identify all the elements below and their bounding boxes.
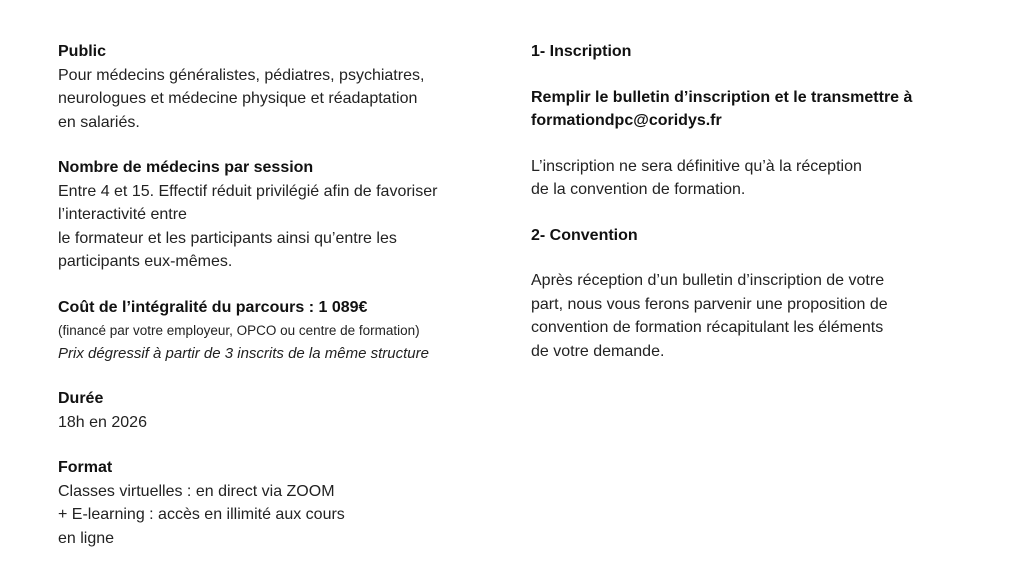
public-heading: Public: [58, 43, 107, 60]
format-text-line: en ligne: [58, 529, 115, 547]
inscription-note-line: de la convention de formation.: [531, 181, 746, 198]
format-text-line: + E-learning : accès en illimité aux cours: [58, 506, 345, 523]
convention-heading: 2- Convention: [531, 226, 638, 244]
cost-heading: Coût de l’intégralité du parcours : 1 089€: [58, 298, 368, 316]
public-text-line: en salariés.: [58, 113, 140, 131]
convention-text-line: Après réception d’un bulletin d’inscription de votre: [531, 272, 885, 289]
doctors-per-session-heading: Nombre de médecins par session: [58, 159, 314, 176]
inscription-note-line: L’inscription ne sera définitive qu’à la réception: [531, 157, 862, 175]
public-text-line: Pour médecins généralistes, pédiatres, psychiatres,: [58, 66, 425, 84]
doctors-per-session-text-line: l’interactivité entre: [58, 206, 187, 223]
public-section: [58, 40, 508, 134]
inscription-heading: 1- Inscription: [531, 43, 632, 60]
convention-text-line: de votre demande.: [531, 342, 665, 360]
format-section: [58, 456, 508, 550]
section-spacer: [531, 202, 971, 224]
section-spacer: [531, 247, 971, 269]
format-text-line: Classes virtuelles : en direct via ZOOM: [58, 482, 335, 500]
cost-funding-note: (financé par votre employeur, OPCO ou centre de formation): [58, 323, 420, 338]
section-spacer: [58, 365, 508, 387]
left-column: [58, 40, 508, 550]
inscription-instruction-line: Remplir le bulletin d’inscription et le transmettre à: [531, 88, 913, 106]
section-spacer: [531, 64, 971, 86]
section-spacer: [531, 133, 971, 155]
doctors-per-session-text-line: le formateur et les participants ainsi qu’entre les: [58, 229, 397, 247]
duration-heading: Durée: [58, 390, 104, 407]
section-spacer: [58, 434, 508, 456]
doctors-per-session-section: [58, 156, 508, 274]
section-spacer: [58, 274, 508, 296]
public-text-line: neurologues et médecine physique et réadaptation: [58, 90, 418, 107]
duration-section: [58, 387, 508, 434]
cost-discount-note: Prix dégressif à partir de 3 inscrits de la même structure: [58, 345, 429, 362]
inscription-section: [531, 40, 971, 202]
duration-value: 18h en 2026: [58, 413, 147, 431]
doctors-per-session-text-line: participants eux-mêmes.: [58, 253, 233, 270]
cost-section: [58, 296, 508, 366]
convention-text-line: part, nous vous ferons parvenir une proposition de: [531, 295, 888, 313]
convention-section: [531, 224, 971, 364]
right-column: [531, 40, 971, 363]
format-heading: Format: [58, 459, 113, 476]
convention-text-line: convention de formation récapitulant les éléments: [531, 319, 884, 336]
inscription-email: formationdpc@coridys.fr: [531, 112, 722, 129]
section-spacer: [58, 134, 508, 156]
doctors-per-session-text-line: Entre 4 et 15. Effectif réduit privilégié afin de favoriser: [58, 182, 438, 200]
